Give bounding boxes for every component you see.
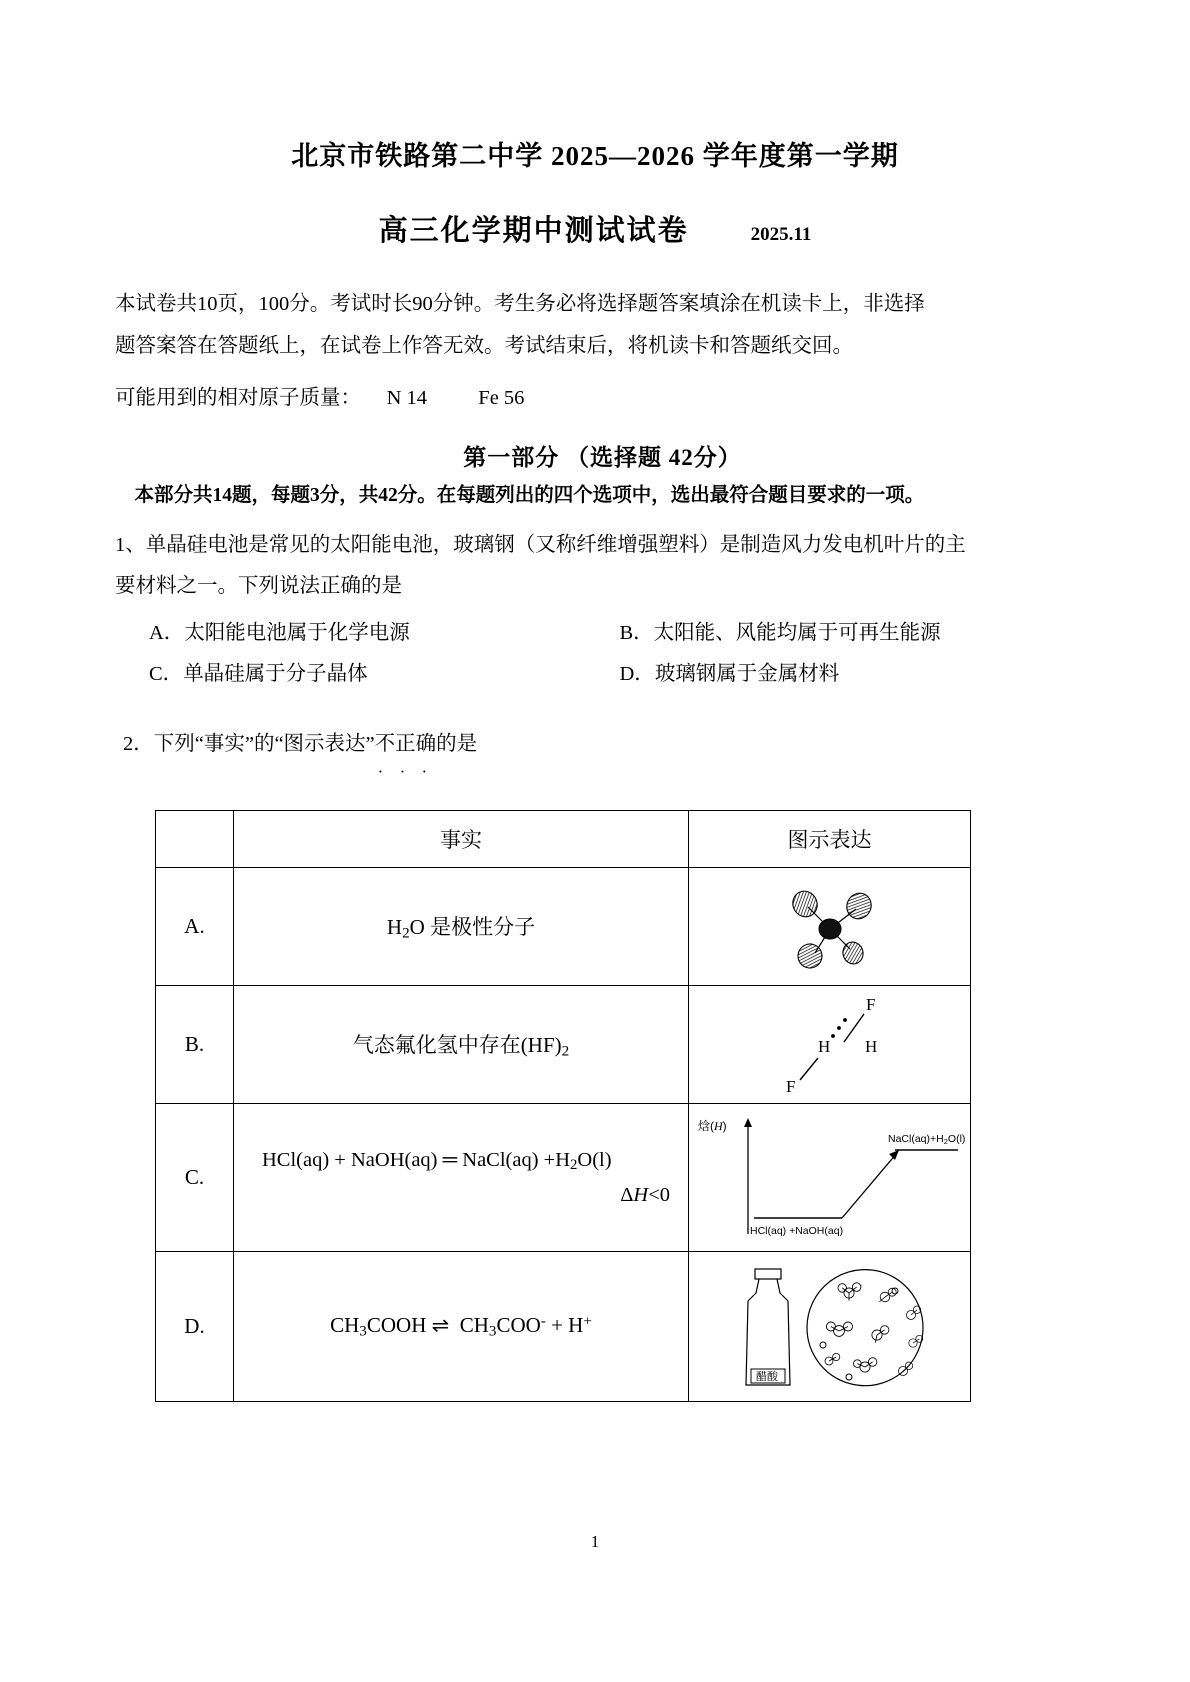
axis-label-enthalpy: 焓(H) <box>697 1118 727 1133</box>
option-b[interactable] <box>620 613 1091 654</box>
level-low-label: HCl(aq) +NaOH(aq) <box>749 1224 843 1237</box>
question-2-emphasis: 不正确 · · · <box>375 725 437 764</box>
part-one-description: 本部分共14题，每题3分，共42分。在每题列出的四个选项中，选出最符合题目要求的一项。 <box>134 485 925 507</box>
enthalpy-energy-level-diagram <box>689 1104 971 1252</box>
question-2-number: 2． <box>123 733 154 756</box>
option-a-label: A． <box>149 622 185 645</box>
option-row-cd <box>149 654 1090 695</box>
label-f-top: F <box>865 994 875 1014</box>
page-number: 1 <box>590 1532 600 1552</box>
page-title: 北京市铁路第二中学 2025—2026 学年度第一学期 <box>291 141 899 171</box>
option-b-text: 太阳能、风能均属于可再生能源 <box>653 622 941 645</box>
exam-title: 高三化学期中测试试卷 <box>378 214 689 247</box>
question-2-stem-before: 下列“事实”的“图示表达” <box>153 733 375 756</box>
row-d-index: D. <box>156 1252 234 1402</box>
option-b-label: B． <box>619 622 654 645</box>
exam-title-row <box>0 208 1190 249</box>
row-c-fact: HCl(aq) + NaOH(aq) ═ NaCl(aq) $+H_2O(l)$ ΔH<0 <box>234 1104 689 1252</box>
option-d[interactable] <box>620 654 1091 695</box>
exam-date: 2025.11 <box>750 223 812 245</box>
hf-dimer-hydrogen-bond-diagram <box>689 986 971 1104</box>
question-2-table-wrap <box>0 810 1190 1402</box>
question-1-options <box>115 613 1090 695</box>
label-h-right: H <box>864 1036 877 1056</box>
facts-table <box>155 810 971 1402</box>
question-2 <box>115 725 1090 764</box>
question-2-stem-after: 的是 <box>436 733 478 756</box>
instruction-line-1: 本试卷共10页，100分。考试时长90分钟。考生务必将选择题答案填涂在机读卡上，非选择 <box>115 292 925 315</box>
header-picture: 图示表达 <box>689 811 971 868</box>
water-molecule-ball-stick-model <box>689 868 971 986</box>
option-d-label: D． <box>619 663 655 686</box>
body-content <box>0 283 1190 764</box>
row-a-index: A. <box>156 868 234 986</box>
header-fact: 事实 <box>234 811 689 868</box>
part-one-heading: 第一部分 （选择题 42分） <box>463 445 742 471</box>
header-index <box>156 811 234 868</box>
row-a-fact: $H_2O$ 是极性分子 <box>234 868 689 986</box>
acetic-acid-bottle-with-magnified-molecules <box>689 1252 971 1402</box>
question-1-stem-line-1: 单晶硅电池是常见的太阳能电池，玻璃钢（又称纤维增强塑料）是制造风力发电机叶片的主 <box>145 534 966 557</box>
option-c[interactable] <box>149 654 620 695</box>
label-f-bottom: F <box>785 1076 795 1096</box>
option-c-text: 单晶硅属于分子晶体 <box>183 663 368 686</box>
question-1-stem-line-2: 要材料之一。下列说法正确的是 <box>115 575 402 598</box>
row-c-index: C. <box>156 1104 234 1252</box>
row-b-index: B. <box>156 986 234 1104</box>
question-1 <box>115 525 1090 566</box>
row-b-fact: 气态氟化氢中存在$(HF)_2$ <box>234 986 689 1104</box>
table-header-row <box>156 811 971 868</box>
option-a[interactable] <box>149 613 620 654</box>
option-row-ab <box>149 613 1090 654</box>
table-row <box>156 1104 971 1252</box>
table-row <box>156 1252 971 1402</box>
instruction-line-2: 题答案答在答题纸上，在试卷上作答无效。考试结束后，将机读卡和答题纸交回。 <box>115 334 853 357</box>
table-row <box>156 986 971 1104</box>
option-d-text: 玻璃钢属于金属材料 <box>654 663 840 686</box>
row-c-delta-h: ΔH<0 <box>620 1183 670 1206</box>
atomic-mass-line: 可能用到的相对原子质量： N 14 Fe 56 <box>115 386 525 409</box>
row-d-fact: $CH_3COOH$ ⇌ $CH_3COO^- + H^+$ <box>234 1252 689 1402</box>
label-h-left: H <box>817 1036 830 1056</box>
question-1-number: 1、 <box>115 534 146 557</box>
option-c-label: C． <box>149 663 184 686</box>
table-row <box>156 868 971 986</box>
option-a-text: 太阳能电池属于化学电源 <box>184 622 410 645</box>
bottle-label: 醋酸 <box>755 1370 778 1383</box>
level-high-label: NaCl(aq)+H2O(l) <box>887 1132 965 1146</box>
